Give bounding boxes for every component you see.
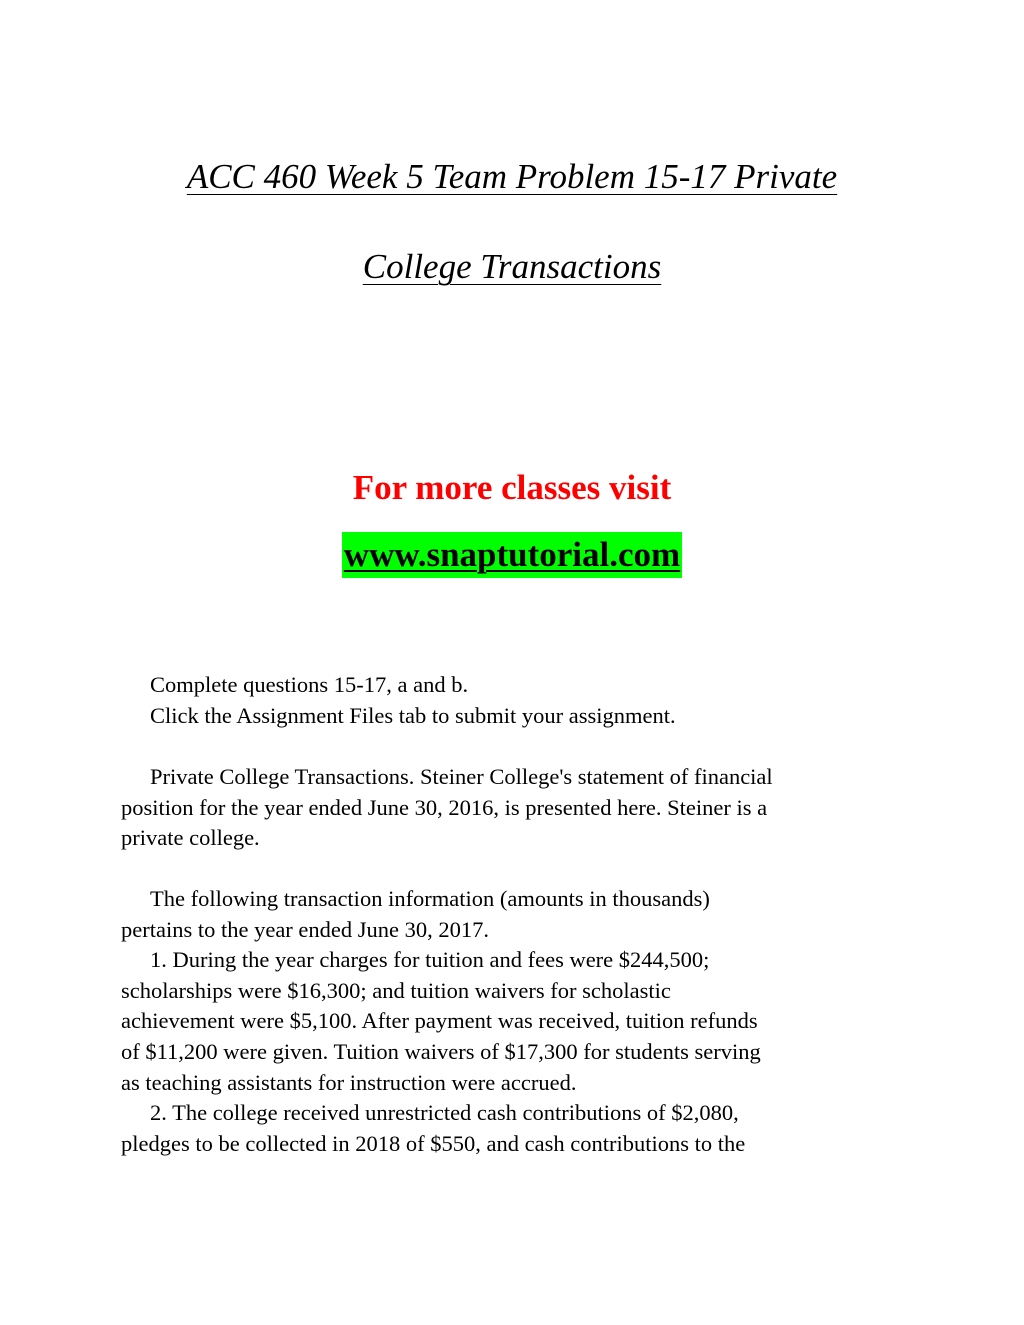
paragraph-line: scholarships were $16,300; and tuition waivers for scholastic [121, 977, 671, 1003]
instruction-line: Click the Assignment Files tab to submit your assignment. [150, 702, 676, 728]
instruction-line: Complete questions 15-17, a and b. [150, 672, 469, 697]
paragraph-line: position for the year ended June 30, 2016, is presented here. Steiner is a [121, 794, 768, 820]
paragraph-line: as teaching assistants for instruction were accrued. [121, 1069, 577, 1095]
promo-heading: For more classes visit [352, 468, 672, 507]
transaction-info-paragraph [121, 884, 901, 1159]
paragraph-line: The following transaction information (amounts in thousands) [150, 886, 710, 911]
snaptutorial-link[interactable]: www.snaptutorial.com [342, 532, 682, 578]
document-title-text-2: College Transactions [362, 247, 662, 286]
document-title-line-1 [0, 155, 1024, 199]
paragraph-line: of $11,200 were given. Tuition waivers of $17,300 for students serving [121, 1038, 761, 1064]
paragraph-line: 1. During the year charges for tuition and fees were $244,500; [150, 947, 710, 973]
paragraph-line: 2. The college received unrestricted cash contributions of $2,080, [150, 1100, 739, 1126]
paragraph-line: private college. [121, 825, 260, 851]
paragraph-line: Private College Transactions. Steiner College's statement of financial [150, 764, 773, 789]
document-title-text-1: ACC 460 Week 5 Team Problem 15-17 Private [186, 157, 838, 196]
intro-paragraph [121, 762, 901, 854]
paragraph-line: achievement were $5,100. After payment was received, tuition refunds [121, 1008, 758, 1034]
instructions-block [121, 670, 901, 731]
paragraph-line: pertains to the year ended June 30, 2017. [121, 916, 490, 942]
document-title-line-2 [0, 245, 1024, 289]
promo-link-wrapper [0, 532, 1024, 578]
paragraph-line: pledges to be collected in 2018 of $550, and cash contributions to the [121, 1130, 746, 1156]
